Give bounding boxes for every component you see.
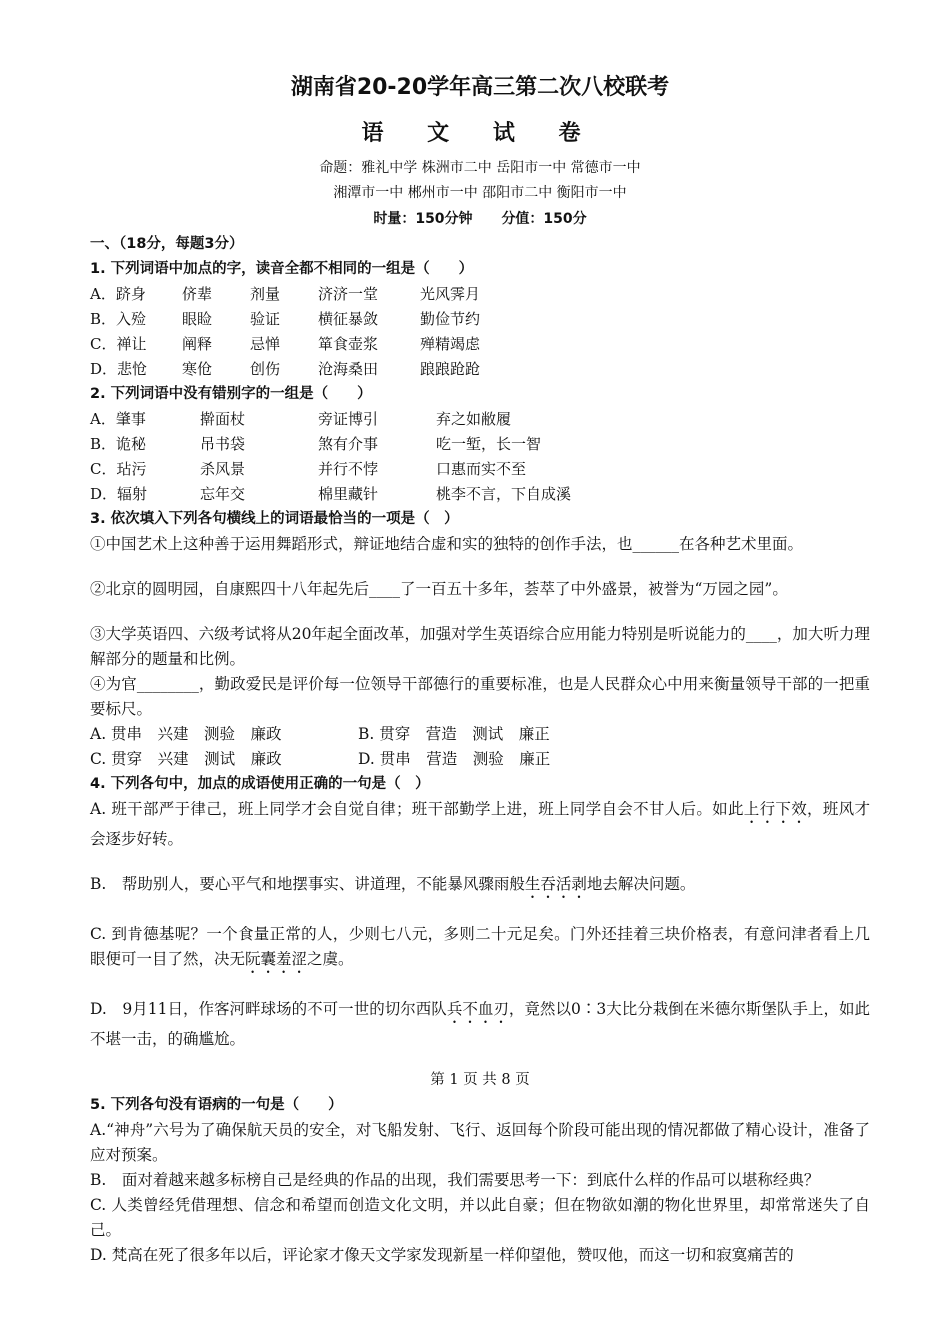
question-5-option-b: B. 面对着越来越多标榜自己是经典的作品的出现，我们需要思考一下：到底什么样的作品可以堪称经典？	[90, 1171, 820, 1189]
option-text: ，班风才会逐步好转。	[90, 800, 870, 848]
option-word: 旁证博引	[318, 410, 379, 428]
option-word: 创伤	[250, 360, 281, 378]
option-word: 吊书袋	[200, 435, 246, 453]
time-score-line	[90, 206, 870, 232]
option-word: 验证	[250, 310, 281, 328]
question-3-options-row-1	[90, 722, 870, 747]
dotted-idiom: 阮囊羞涩	[245, 950, 308, 968]
option-word: 忌惮	[250, 335, 281, 353]
option-word: 眼睑	[182, 310, 213, 328]
option-text: D. 9月11日，作客河畔球场的不可一世的切尔西队	[90, 1000, 447, 1018]
option-word: 寒伧	[182, 360, 213, 378]
committee-line-1: 命题：雅礼中学 株洲市二中 岳阳市一中 常德市一中	[319, 160, 641, 176]
question-4-option-a	[90, 797, 870, 852]
question-3-sentence-3: ③大学英语四、六级考试将从20年起全面改革，加强对学生英语综合应用能力特别是听说能力的____，加大听力理解部分的题量和比例。	[90, 625, 870, 668]
option-text: 之虞。	[307, 950, 354, 968]
option-word: 光风霁月	[420, 285, 481, 303]
option-row	[90, 482, 870, 507]
option-label-word: D．辐射	[90, 485, 148, 503]
exam-title: 湖南省20-20学年高三第二次八校联考	[290, 75, 670, 100]
question-3-options-row-2	[90, 747, 870, 772]
question-2-stem: 2. 下列词语中没有错别字的一组是（ ）	[90, 386, 372, 402]
dotted-idiom: 生吞活剥	[524, 875, 587, 893]
option-word: 横征暴敛	[318, 310, 379, 328]
option-label-word: C．禅让	[90, 335, 147, 353]
option-text: C. 到肯德基呢？一个食量正常的人，少则七八元，多则二十元足矣。门外还挂着三块价格表，有意问津者看上几眼便可一目了然，决无	[90, 925, 870, 968]
option-text: ，竟然以0∶3大比分栽倒在米德尔斯堡队手上，如此不堪一击，的确尴尬。	[90, 1000, 870, 1048]
option-row	[90, 457, 870, 482]
option-word: 踉踉跄跄	[420, 360, 481, 378]
option-label-word: A．肇事	[90, 410, 146, 428]
option-row	[90, 357, 870, 382]
question-3-option-a: A. 贯串 兴建 测验 廉政	[90, 725, 282, 743]
option-word: 桃李不言，下自成溪	[436, 485, 572, 503]
option-word: 并行不悖	[318, 460, 379, 478]
question-3-option-d: D. 贯串 营造 测验 廉正	[358, 750, 551, 768]
question-4-option-b	[90, 872, 870, 902]
option-word: 弃之如敝履	[436, 410, 512, 428]
option-row	[90, 307, 870, 332]
question-3-option-c: C. 贯穿 兴建 测试 廉政	[90, 750, 282, 768]
option-row	[90, 407, 870, 432]
option-word: 阐释	[182, 335, 213, 353]
question-3-option-b: B. 贯穿 营造 测试 廉正	[358, 725, 550, 743]
option-text: 地去解决问题。	[586, 875, 696, 893]
question-5-option-d: D. 梵高在死了很多年以后，评论家才像天文学家发现新星一样仰望他，赞叹他，而这一切和寂寞痛苦的	[90, 1246, 794, 1264]
exam-page	[90, 70, 870, 1268]
time-label: 时量：150分钟	[373, 211, 473, 227]
option-word: 济济一堂	[318, 285, 379, 303]
option-word: 勤俭节约	[420, 310, 481, 328]
question-5-option-a: A.“神舟”六号为了确保航天员的安全，对飞船发射、飞行、返回每个阶段可能出现的情况都做了精心设计，准备了应对预案。	[90, 1121, 870, 1164]
option-word: 忘年交	[200, 485, 246, 503]
question-1-stem: 1. 下列词语中加点的字，读音全都不相同的一组是（ ）	[90, 261, 474, 277]
option-word: 沧海桑田	[318, 360, 379, 378]
exam-subtitle: 语 文 试 卷	[361, 121, 599, 146]
option-word: 剂量	[250, 285, 281, 303]
option-word: 棉里藏针	[318, 485, 379, 503]
option-text: A. 班干部严于律己，班上同学才会自觉自律；班干部勤学上进，班上同学自会不甘人后。如此	[90, 800, 744, 818]
option-label-word: B．入殓	[90, 310, 147, 328]
question-4-stem: 4. 下列各句中，加点的成语使用正确的一句是（ ）	[90, 776, 430, 792]
question-3-sentence-4: ④为官________，勤政爱民是评价每一位领导干部德行的重要标准，也是人民群众心中用来衡量领导干部的一把重要标尺。	[90, 675, 870, 718]
option-label-word: A．跻身	[90, 285, 146, 303]
question-3-sentence-1: ①中国艺术上这种善于运用舞蹈形式，辩证地结合虚和实的独特的创作手法，也______在各种艺术里面。	[90, 535, 804, 553]
question-2-options	[90, 407, 870, 507]
option-word: 殚精竭虑	[420, 335, 481, 353]
option-word: 吃一堑，长一智	[436, 435, 542, 453]
option-word: 箪食壶浆	[318, 335, 379, 353]
option-row	[90, 282, 870, 307]
option-row	[90, 332, 870, 357]
dotted-idiom: 上行下效	[743, 800, 808, 818]
option-label-word: C．玷污	[90, 460, 147, 478]
question-3-stem: 3. 依次填入下列各句横线上的词语最恰当的一项是（ ）	[90, 511, 459, 527]
option-word: 煞有介事	[318, 435, 379, 453]
section-1-heading: 一、（18分，每题3分）	[90, 236, 244, 252]
dotted-idiom: 兵不血刃	[446, 1000, 509, 1018]
score-label: 分值：150分	[501, 211, 587, 227]
option-word: 杀风景	[200, 460, 246, 478]
question-4-option-d	[90, 997, 870, 1052]
option-text: B. 帮助别人，要心平气和地摆事实、讲道理，不能暴风骤雨般	[90, 875, 525, 893]
committee-line-2: 湘潭市一中 郴州市一中 邵阳市二中 衡阳市一中	[333, 185, 627, 201]
option-label-word: B．诡秘	[90, 435, 147, 453]
question-4-option-c	[90, 922, 870, 977]
option-word: 口惠而实不至	[436, 460, 527, 478]
option-word: 侪辈	[182, 285, 213, 303]
question-5-option-c: C. 人类曾经凭借理想、信念和希望而创造文化文明，并以此自豪；但在物欲如潮的物化世界里，却常常迷失了自己。	[90, 1196, 870, 1239]
question-5-stem: 5. 下列各句没有语病的一句是（ ）	[90, 1097, 343, 1113]
question-3-sentence-2: ②北京的圆明园，自康熙四十八年起先后____了一百五十多年，荟萃了中外盛景，被誉为“万园之园”。	[90, 580, 788, 598]
question-1-options	[90, 282, 870, 382]
option-row	[90, 432, 870, 457]
option-label-word: D．悲怆	[90, 360, 148, 378]
option-word: 擀面杖	[200, 410, 246, 428]
page-footer: 第 1 页 共 8 页	[430, 1072, 530, 1088]
